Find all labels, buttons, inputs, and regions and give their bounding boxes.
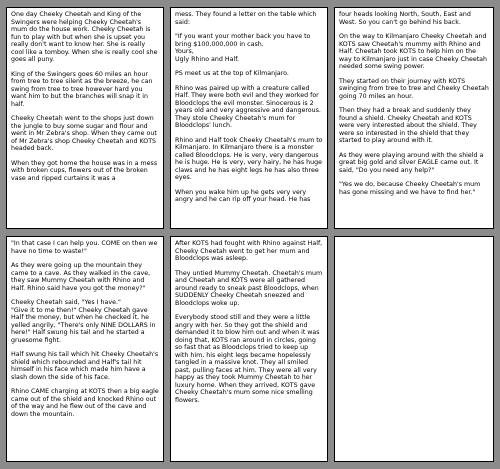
frame-top	[0, 0, 500, 7]
story-panel-4	[6, 236, 164, 462]
story-panel-2	[170, 7, 328, 229]
story-paragraph: On the way to Kilmanjaro Cheeky Cheetah and KOTS saw Cheetah's mummy with Rhino and Half. Cheetah took KOTS to help him on the way to Kilmanjaro just in case Cheeky Cheetah needed some swing power.	[339, 33, 488, 70]
story-panel-5	[170, 236, 328, 462]
story-paragraph: When they got home the house was in a mess with broken cups, flowers out of the broken vase and ripped curtains it was a	[11, 159, 158, 182]
story-paragraph: One day Cheeky Cheetah and King of the Swingers were helping Cheeky Cheetah's mum do the house work. Cheeky Cheetah is fun to play with but when she is upset you really don't want to know her. She is really cool like a tomboy. When she is really cool she goes all puny.	[11, 11, 158, 63]
frame-middle	[0, 229, 500, 236]
frame-right	[494, 0, 500, 469]
empty-panel	[334, 236, 494, 462]
story-paragraph: After KOTS had fought with Rhino against Half, Cheeky Cheetah went to get her mum and Bloodclops was asleep.	[175, 240, 323, 262]
story-paragraph: They untied Mummy Cheetah. Cheetah's mum and Cheetah and KOTS were all gathered around ready to sneak past Bloodclops, when SUDDENLY Cheeky Cheetah sneezed and Bloodclops woke up.	[175, 269, 323, 307]
story-paragraph: "In that case I can help you. COME on then we have no time to waste!"	[11, 240, 158, 255]
story-paragraph: Everybody stood still and they were a little angry with her. So they got the shield and demanded it to blow him out and when it was doing that, KOTS ran around in circles, going so fast that as Bloodclops tried to keep up with him, his eight legs became hopelessly tangled in a massive knot. They all smiled past, pulling faces at him. They were all very happy as they took Mummy Cheetah to her luxury home. When they arrived, KOTS gave Cheeky Cheetah's mum some nice smelling flowers.	[175, 314, 320, 404]
story-panel-3	[334, 7, 494, 229]
story-paragraph: Half swung his tail which hit Cheeky Cheetah's shield which rebounded and Half's tail hit himself in his face which made him have a slash down the side of his face.	[11, 351, 159, 381]
story-paragraph: When you wake him up he gets very very angry and he can rip off your head. He has	[175, 188, 311, 203]
story-paragraph: PS meet us at the top of Kilmanjaro.	[175, 70, 289, 77]
story-paragraph: Rhino was paired up with a creature called Half. They were both evil and they worked for Bloodclops the evil monster. Sinocerous is 2 years old and very aggressive and dangerous. They stole Cheeky Cheetah's mum for Bloodclops' lunch.	[175, 84, 321, 129]
story-paragraph: mess. They found a letter on the table which said:	[175, 11, 317, 26]
story-paragraph: As they were playing around with the shield a great big gold and silver EAGLE came out. It said, "Do you need any help?"	[339, 151, 484, 174]
ransom-letter: "If you want your mother back you have to bring $100,000,000 in cash. Yours, Ugly Rhino and Half.	[175, 33, 311, 63]
story-paragraph: They started on their journey with KOTS swinging from tree to tree and Cheeky Cheetah going 70 miles an hour.	[339, 77, 489, 100]
story-paragraph: "Yes we do, because Cheeky Cheetah's mum has gone missing and we have to find her."	[339, 181, 481, 196]
story-paragraph: Rhino CAME charging at KOTS then a big eagle came out of the shield and knocked Rhino out of the way and he flew out of the cave and down the mountain.	[11, 388, 159, 418]
story-paragraph: Rhino and Half took Cheeky Cheetah's mum to Kilmanjaro. In Kilmanjaro there is a monster called Bloodclops. He is very, very dangerous he is huge. He is very, very hairy, he has huge claws and he has eight legs he has also three eyes.	[175, 136, 323, 181]
story-paragraph: King of the Swingers goes 60 miles an hour from tree to tree silent as the breeze, he can swing from tree to tree however hard you want him to but the branches will snap it in half.	[11, 70, 153, 108]
story-paragraph: Cheeky Cheetah said, "Yes I have." "Give it to me then!" Cheeky Cheetah gave Half the money, but when he checked it, he yelled angrily, "There's only NINE DOLLARS in here!" Half swung his tail and he started a gruesome fight.	[11, 299, 156, 344]
story-paragraph: As they were going up the mountain they came to a cave. As they walked in the cave, they saw Mummy Cheetah with Rhino and Half. Rhino said have you got the money?"	[11, 262, 151, 292]
story-paragraph: four heads looking North, South, East and West. So you can't go behind his back.	[339, 11, 471, 26]
story-panel-1	[6, 7, 164, 229]
frame-bottom	[0, 462, 500, 469]
story-paragraph: Cheeky Cheetah went to the shops just down the jungle to buy some sugar and flour and went in Mr Zebra's shop. When they came out of Mr Zebra's shop Cheeky Cheetah and KOTS headed back.	[11, 115, 157, 152]
story-paragraph: Then they had a break and suddenly they found a shield. Cheeky Cheetah and KOTS were very interested about the shield. They were so interested in the shield that they started to play around with it.	[339, 107, 477, 144]
